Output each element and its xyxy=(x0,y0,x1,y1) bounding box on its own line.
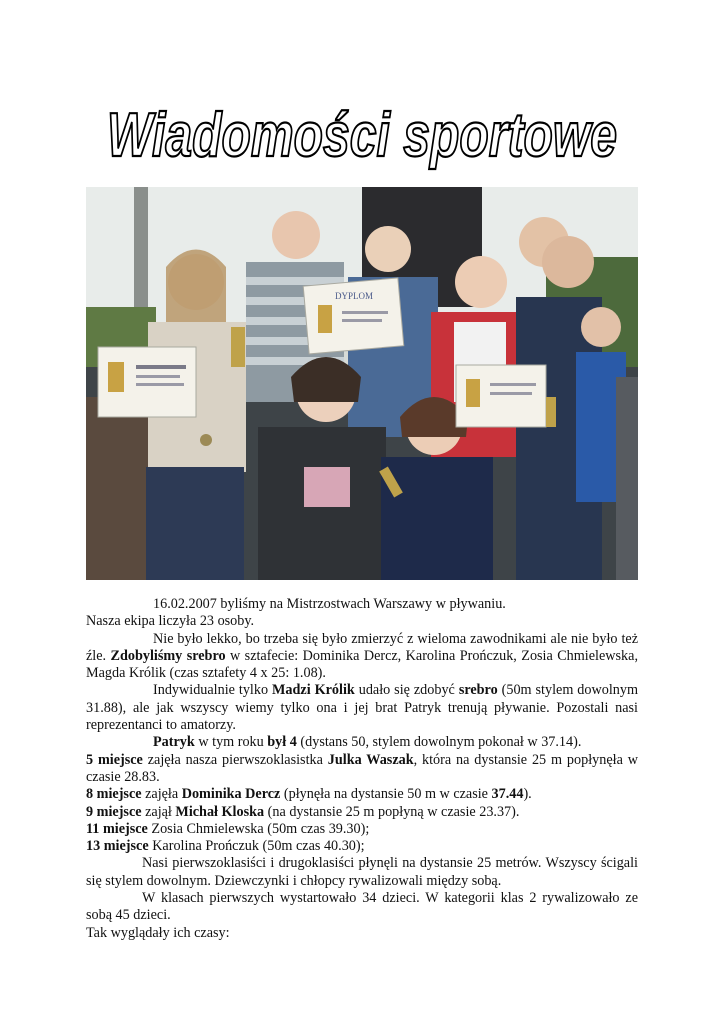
page-title xyxy=(100,100,624,172)
paragraph-patryk: Patryk w tym roku był 4 (dystans 50, stylem dowolnym pokonał w 37.14). xyxy=(153,734,582,751)
team-photo xyxy=(86,187,638,580)
result-place-8: 8 miejsce zajęła Dominika Dercz (płynęła na dystansie 50 m w czasie 37.44). xyxy=(86,786,532,803)
article-body xyxy=(86,596,638,942)
diploma-middle xyxy=(303,278,404,354)
paragraph-relay: Nie było lekko, bo trzeba się było zmierzyć z wieloma zawodnikami ale nie było też źle. Zdobyliśmy srebro w sztafecie: Dominika Dercz, Karolina Prończuk, Zosia Chmielewska, Magda Królik (czas sztafety 4 x 25: 1.08). xyxy=(86,630,638,682)
paragraph-participants: W klasach pierwszych wystartowało 34 dzieci. W kategorii klas 2 rywalizowało ze sobą 45 dzieci. xyxy=(86,890,638,924)
paragraph-young-swimmers: Nasi pierwszoklasiści i drugoklasiści płynęli na dystansie 25 metrów. Wszyscy ścigali się stylem dowolnym. Dziewczynki i chłopcy rywalizowali między sobą. xyxy=(86,855,638,889)
paragraph-times-intro: Tak wyglądały ich czasy: xyxy=(86,924,230,941)
diploma-word: DYPLOM xyxy=(334,291,374,301)
result-place-9: 9 miejsce zajął Michał Kloska (na dystansie 25 m popłyną w czasie 23.37). xyxy=(86,803,520,820)
result-place-13: 13 miejsce Karolina Prończuk (50m czas 40.30); xyxy=(86,838,365,855)
diploma-right xyxy=(456,365,546,427)
paragraph-individual: Indywidualnie tylko Madzi Królik udało się zdobyć srebro (50m stylem dowolnym 31.88), ale jak wszyscy wiemy tylko ona i jej brat Patryk trenują pływanie. Pozostali nasi reprezentanci to amatorzy. xyxy=(86,682,639,734)
result-place-11: 11 miejsce Zosia Chmielewska (50m czas 39.30); xyxy=(86,820,370,837)
result-place-5: 5 miejsce zajęła nasza pierwszoklasistka Julka Waszak, która na dystansie 25 m popłynęła w czasie 28.83. xyxy=(86,751,638,785)
page-title-text: Wiadomości sportowe xyxy=(107,101,617,170)
paragraph-team-size: Nasza ekipa liczyła 23 osoby. xyxy=(86,613,255,630)
diploma-left xyxy=(98,347,196,417)
paragraph-intro: 16.02.2007 byliśmy na Mistrzostwach Warszawy w pływaniu. xyxy=(153,596,506,612)
